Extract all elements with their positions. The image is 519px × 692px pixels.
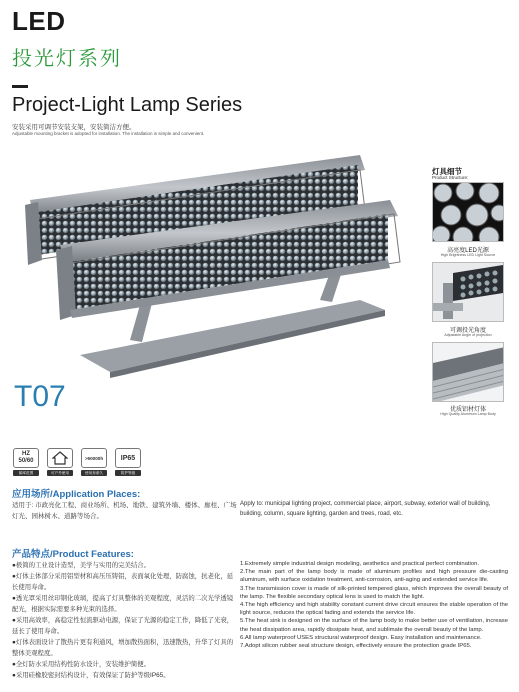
spec-ip-rating — [114, 448, 142, 476]
intro-text-cn: 安装采用可调节安装支架，安装简洁方便。 — [12, 124, 136, 131]
frequency-label: 频率范围 — [13, 470, 39, 476]
detail-caption-angle-en: Adjustable Angle of projection — [444, 333, 492, 337]
detail-caption-body-cn: 优质铝材灯体 — [449, 407, 486, 413]
spec-lifespan — [80, 448, 108, 476]
features-list-cn — [12, 560, 237, 681]
feature-item-cn: ●极简的工业设计造型，美学与实用的完美结合。 — [12, 562, 151, 569]
feature-item-cn: ●采用硅橡胶密封结构设计，有效保证了防护等级IP65。 — [12, 672, 170, 679]
outdoor-label: 可户外使用 — [47, 470, 73, 476]
applications-text-en: Apply to: municipal lighting project, commercial place, airport, subway, exterior wall of building, building, column, square lighting, garden and trees, road, etc. — [240, 501, 491, 517]
feature-item-cn: ●灯体表面设计了散热片更有利通风，增加散热面积，迅速散热，升华了灯具的整体美观程度。 — [12, 639, 234, 657]
detail-caption-led-cn: 高亮度LED光源 — [447, 248, 489, 254]
structure-title-en: Product Structure: — [432, 175, 469, 180]
feature-item-cn: ●灯体主体部分采用铝型材和高压压铸铝，表面氧化处理，防腐蚀，抗老化，延长使用寿命。 — [12, 573, 234, 591]
spec-outdoor — [46, 448, 74, 476]
detail-angle-image — [432, 262, 504, 322]
lifespan-label: 使用寿命久 — [81, 470, 107, 476]
series-title-cn: 投光灯系列 — [12, 48, 122, 70]
feature-item-en: 7.Adopt silicon rubber seal structure design, effectively ensure the protection grade IP65. — [240, 643, 472, 650]
feature-item-en: 4.The high efficiency and high stability constant current drive circuit ensures the stable operation of the light source, reduces the optical fading and extends the service life. — [240, 602, 508, 617]
detail-caption-angle-cn: 可调投光角度 — [449, 328, 486, 334]
brand-title: LED — [12, 6, 66, 36]
feature-item-en: 1.Extremely simple industrial design modeling, aesthetics and practical perfect combination. — [240, 561, 480, 567]
series-title-en: Project-Light Lamp Series — [12, 94, 243, 116]
feature-item-en: 3.The transmission cover is made of silk-printed tempered glass, which improves the overall beauty of the lamp. The flexible secondary optical lens is used to match the light. — [240, 585, 508, 600]
detail-led-image — [432, 182, 504, 242]
frequency-icon: HZ 50/60 — [13, 448, 39, 468]
feature-item-cn: ●全灯防水采用结构性防水设计，安装维护简便。 — [12, 661, 151, 668]
product-image — [20, 150, 420, 390]
lifespan-icon: >50000h — [81, 448, 107, 468]
detail-caption-body-en: High Quality Aluminum Lamp Body — [440, 412, 496, 416]
applications-heading: 应用场所/Application Places: — [12, 489, 141, 500]
feature-item-en: 2.The main part of the lamp body is made of aluminum profiles and high pressure die-casting aluminum, with surface oxidation treatment, anti-corrosion, anti-aging and extended service life. — [240, 569, 508, 584]
feature-item-en: 6.All lamp waterproof USES structural waterproof design. Easy installation and maintenance. — [240, 634, 482, 641]
feature-item-cn: ●透光罩采用丝印钢化玻璃，提高了灯具整体的美观程度，灵活的二次光学透镜配光，根据实际需要多种光束的选择。 — [12, 595, 234, 613]
spec-icon-row — [12, 448, 142, 476]
features-heading: 产品特点/Product Features: — [12, 549, 134, 560]
feature-item-en: 5.The heat sink is designed on the surface of the lamp body to make better use of ventilation, increase the heat dissipation area, rapidly dissipate heat, and sublimate the overall beauty of the lamp. — [240, 618, 508, 633]
model-number: T07 — [14, 380, 66, 413]
applications-text-cn: 适用于: 市政亮化工程、商业场所、机场、地铁、建筑外墙、楼体、廊柱、广场灯光、园林树木、道路等场合。 — [12, 502, 237, 520]
detail-body-image — [432, 342, 504, 402]
ip-rating-label: 防护等级 — [115, 470, 141, 476]
intro-text-en: Adjustable mounting bracket is adopted for installation. The installation is simple and convenient. — [12, 131, 205, 136]
spec-frequency — [12, 448, 40, 476]
accent-divider — [12, 85, 28, 88]
ip-rating-icon: IP65 — [115, 448, 141, 468]
structure-title-cn: 灯具细节 — [432, 167, 462, 176]
features-list-en — [240, 560, 508, 650]
feature-item-cn: ●采用高效率，高稳定性恒流驱动电源，保证了光源的稳定工作，降低了光衰，延长了使用寿命。 — [12, 617, 234, 635]
outdoor-icon — [47, 448, 73, 468]
detail-caption-led-en: High Brightness LED Light Source — [440, 253, 496, 257]
